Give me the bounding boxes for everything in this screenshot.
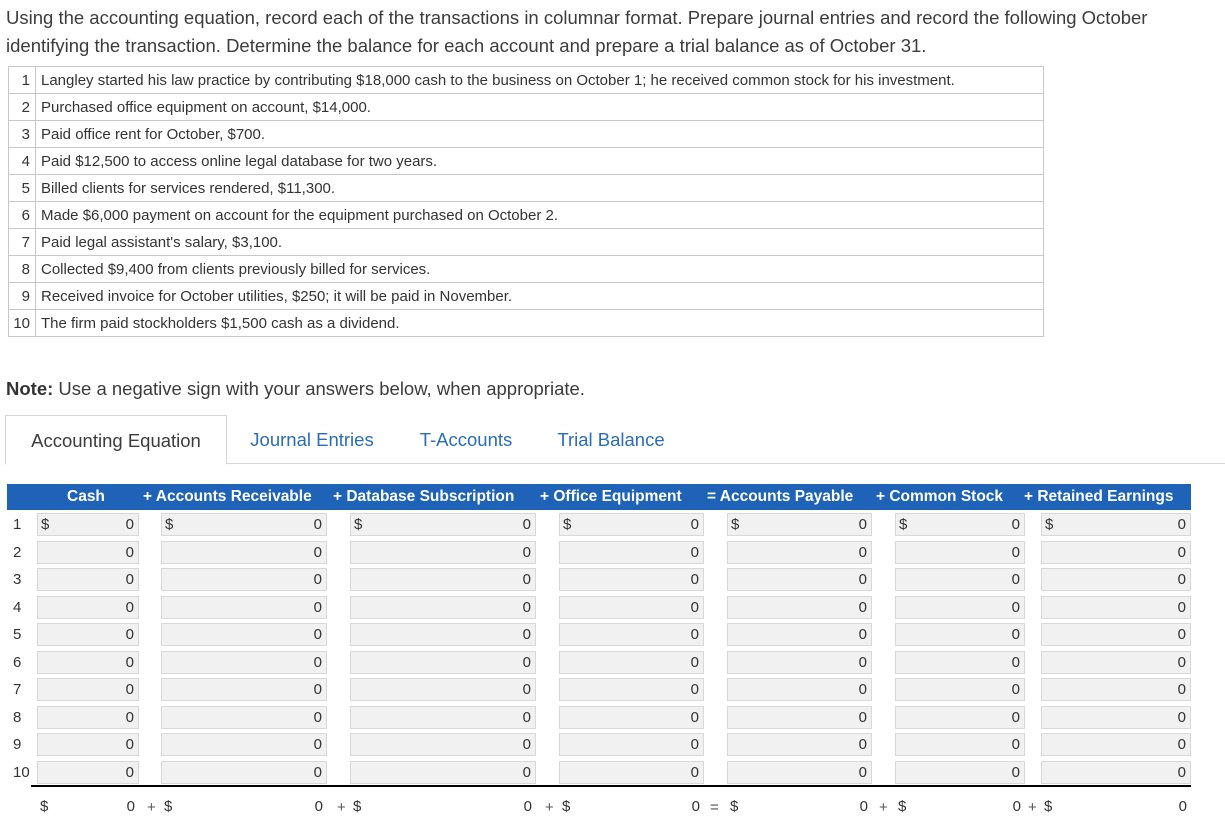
common-stock-input[interactable] bbox=[895, 651, 1025, 674]
transaction-text: Paid legal assistant's salary, $3,100. bbox=[36, 229, 1044, 256]
retained-earnings-value: 0 bbox=[1177, 708, 1186, 726]
accounts-payable-value: 0 bbox=[858, 626, 867, 643]
currency-symbol: $ bbox=[562, 798, 571, 815]
transaction-number: 7 bbox=[9, 229, 36, 256]
retained-earnings-total bbox=[1041, 796, 1191, 819]
totals-row bbox=[7, 794, 1191, 821]
office-equipment-value: 0 bbox=[690, 763, 699, 781]
accounts-payable-value: 0 bbox=[858, 543, 867, 561]
cash-input[interactable] bbox=[37, 733, 139, 756]
retained-earnings-value: 0 bbox=[1178, 798, 1187, 815]
common-stock-value: 0 bbox=[1011, 571, 1020, 588]
common-stock-value: 0 bbox=[1011, 736, 1020, 753]
equation-row bbox=[7, 539, 1191, 566]
accounts-receivable-input[interactable] bbox=[161, 651, 327, 674]
cash-input[interactable] bbox=[37, 568, 139, 591]
cash-input[interactable] bbox=[37, 541, 139, 564]
operator-sign: + bbox=[545, 799, 554, 816]
office-equipment-input[interactable] bbox=[559, 733, 704, 756]
row-number: 5 bbox=[13, 626, 22, 643]
currency-symbol: $ bbox=[563, 516, 572, 533]
operator-sign: + bbox=[147, 799, 156, 816]
transaction-row bbox=[9, 229, 1044, 256]
instructions bbox=[6, 4, 1225, 60]
office-equipment-value: 0 bbox=[691, 798, 700, 815]
database-subscription-value: 0 bbox=[522, 598, 531, 616]
retained-earnings-input[interactable] bbox=[1041, 761, 1191, 784]
cash-input[interactable] bbox=[37, 596, 139, 619]
accounts-payable-value: 0 bbox=[859, 798, 868, 815]
transaction-number: 3 bbox=[9, 121, 36, 148]
row-number: 6 bbox=[13, 653, 22, 671]
accounts-payable-value: 0 bbox=[858, 571, 867, 588]
row-number: 9 bbox=[13, 736, 22, 753]
common-stock-value: 0 bbox=[1011, 543, 1020, 561]
common-stock-input[interactable] bbox=[895, 706, 1025, 729]
office-equipment-input[interactable] bbox=[559, 513, 704, 536]
transaction-row bbox=[9, 67, 1044, 94]
instructions-line-2: identifying the transaction. Determine the balance for each account and prepare a trial balance as of October 31. bbox=[6, 35, 927, 56]
transaction-row bbox=[9, 283, 1044, 310]
transaction-number: 2 bbox=[9, 94, 36, 121]
accounts-receivable-input[interactable] bbox=[161, 596, 327, 619]
accounts-receivable-input[interactable] bbox=[161, 706, 327, 729]
database-subscription-value: 0 bbox=[522, 543, 531, 561]
accounts-payable-value: 0 bbox=[858, 653, 867, 671]
office-equipment-total bbox=[559, 796, 704, 819]
accounts-payable-input[interactable] bbox=[727, 623, 872, 646]
accounts-payable-input[interactable] bbox=[727, 761, 872, 784]
office-equipment-value: 0 bbox=[690, 543, 699, 561]
common-stock-value: 0 bbox=[1011, 598, 1020, 616]
tab-bar bbox=[5, 415, 1225, 464]
header-accounts-payable: = Accounts Payable bbox=[707, 488, 854, 505]
accounts-receivable-value: 0 bbox=[313, 763, 322, 781]
database-subscription-input[interactable] bbox=[350, 651, 536, 674]
accounts-payable-value: 0 bbox=[858, 736, 867, 753]
retained-earnings-input[interactable] bbox=[1041, 651, 1191, 674]
accounts-receivable-input[interactable] bbox=[161, 678, 327, 701]
cash-total bbox=[37, 796, 139, 819]
office-equipment-input[interactable] bbox=[559, 541, 704, 564]
header-retained-earnings: + Retained Earnings bbox=[1024, 488, 1174, 505]
accounts-receivable-input[interactable] bbox=[161, 623, 327, 646]
retained-earnings-value: 0 bbox=[1177, 763, 1186, 781]
accounts-payable-input[interactable] bbox=[727, 568, 872, 591]
accounts-payable-value: 0 bbox=[858, 708, 867, 726]
operator-sign: = bbox=[710, 799, 719, 816]
equation-header bbox=[7, 484, 1191, 510]
cash-value: 0 bbox=[125, 653, 134, 671]
database-subscription-input[interactable] bbox=[350, 706, 536, 729]
office-equipment-input[interactable] bbox=[559, 761, 704, 784]
transaction-row bbox=[9, 256, 1044, 283]
retained-earnings-input[interactable] bbox=[1041, 733, 1191, 756]
accounts-payable-input[interactable] bbox=[727, 706, 872, 729]
accounts-payable-input[interactable] bbox=[727, 596, 872, 619]
retained-earnings-input[interactable] bbox=[1041, 513, 1191, 536]
row-number: 1 bbox=[13, 516, 22, 533]
cash-value: 0 bbox=[125, 626, 134, 643]
common-stock-value: 0 bbox=[1011, 653, 1020, 671]
accounts-receivable-value: 0 bbox=[313, 516, 322, 533]
office-equipment-input[interactable] bbox=[559, 596, 704, 619]
accounts-payable-input[interactable] bbox=[727, 651, 872, 674]
currency-symbol: $ bbox=[731, 516, 740, 533]
accounts-payable-input[interactable] bbox=[727, 513, 872, 536]
accounting-equation-grid bbox=[7, 484, 1191, 814]
accounts-payable-input[interactable] bbox=[727, 733, 872, 756]
transaction-text: Purchased office equipment on account, $14,000. bbox=[36, 94, 1044, 121]
transaction-number: 4 bbox=[9, 148, 36, 175]
retained-earnings-input[interactable] bbox=[1041, 623, 1191, 646]
retained-earnings-value: 0 bbox=[1177, 653, 1186, 671]
cash-value: 0 bbox=[125, 598, 134, 616]
row-number: 4 bbox=[13, 598, 22, 616]
database-subscription-input[interactable] bbox=[350, 568, 536, 591]
row-number: 3 bbox=[13, 571, 22, 588]
accounts-receivable-value: 0 bbox=[314, 798, 323, 815]
note bbox=[6, 378, 585, 400]
retained-earnings-input[interactable] bbox=[1041, 706, 1191, 729]
common-stock-input[interactable] bbox=[895, 568, 1025, 591]
common-stock-input[interactable] bbox=[895, 761, 1025, 784]
currency-symbol: $ bbox=[730, 798, 739, 815]
accounts-payable-total bbox=[727, 796, 872, 819]
transaction-text: Collected $9,400 from clients previously billed for services. bbox=[36, 256, 1044, 283]
currency-symbol: $ bbox=[41, 516, 50, 533]
database-subscription-input[interactable] bbox=[350, 541, 536, 564]
common-stock-value: 0 bbox=[1011, 763, 1020, 781]
transaction-text: The firm paid stockholders $1,500 cash as a dividend. bbox=[36, 310, 1044, 337]
transaction-text: Paid office rent for October, $700. bbox=[36, 121, 1044, 148]
office-equipment-value: 0 bbox=[690, 681, 699, 698]
cash-value: 0 bbox=[125, 763, 134, 781]
common-stock-input[interactable] bbox=[895, 596, 1025, 619]
common-stock-input[interactable] bbox=[895, 623, 1025, 646]
totals-rule bbox=[31, 785, 1191, 787]
operator-sign: + bbox=[337, 799, 346, 816]
accounts-payable-input[interactable] bbox=[727, 541, 872, 564]
retained-earnings-value: 0 bbox=[1177, 681, 1186, 698]
equation-row bbox=[7, 594, 1191, 621]
transaction-row bbox=[9, 94, 1044, 121]
accounts-receivable-value: 0 bbox=[313, 681, 322, 698]
accounts-receivable-input[interactable] bbox=[161, 513, 327, 536]
row-number: 7 bbox=[13, 681, 22, 698]
transaction-text: Langley started his law practice by contributing $18,000 cash to the business on October 1; he received common stock for his investment. bbox=[36, 67, 1044, 94]
office-equipment-input[interactable] bbox=[559, 706, 704, 729]
transaction-number: 1 bbox=[9, 67, 36, 94]
row-number: 2 bbox=[13, 543, 22, 561]
accounts-receivable-value: 0 bbox=[313, 653, 322, 671]
office-equipment-input[interactable] bbox=[559, 651, 704, 674]
note-label: Note: bbox=[6, 378, 54, 399]
retained-earnings-value: 0 bbox=[1177, 543, 1186, 561]
accounts-receivable-value: 0 bbox=[313, 543, 322, 561]
office-equipment-value: 0 bbox=[690, 571, 699, 588]
equation-row bbox=[7, 759, 1191, 786]
accounts-payable-value: 0 bbox=[858, 598, 867, 616]
office-equipment-value: 0 bbox=[690, 653, 699, 671]
equation-row bbox=[7, 649, 1191, 676]
accounts-receivable-value: 0 bbox=[313, 708, 322, 726]
database-subscription-input[interactable] bbox=[350, 733, 536, 756]
office-equipment-value: 0 bbox=[690, 598, 699, 616]
accounts-receivable-value: 0 bbox=[313, 571, 322, 588]
cash-input[interactable] bbox=[37, 513, 139, 536]
transaction-number: 10 bbox=[9, 310, 36, 337]
retained-earnings-value: 0 bbox=[1177, 571, 1186, 588]
currency-symbol: $ bbox=[353, 798, 362, 815]
currency-symbol: $ bbox=[898, 798, 907, 815]
header-common-stock: + Common Stock bbox=[876, 488, 1004, 505]
office-equipment-input[interactable] bbox=[559, 568, 704, 591]
database-subscription-input[interactable] bbox=[350, 513, 536, 536]
transaction-row bbox=[9, 310, 1044, 337]
common-stock-value: 0 bbox=[1011, 681, 1020, 698]
transaction-number: 6 bbox=[9, 202, 36, 229]
common-stock-input[interactable] bbox=[895, 733, 1025, 756]
tab-t-accounts[interactable]: T-Accounts bbox=[419, 429, 513, 450]
accounts-receivable-total bbox=[161, 796, 327, 819]
transaction-number: 8 bbox=[9, 256, 36, 283]
common-stock-input[interactable] bbox=[895, 541, 1025, 564]
operator-sign: + bbox=[1028, 799, 1037, 816]
retained-earnings-input[interactable] bbox=[1041, 568, 1191, 591]
equation-row bbox=[7, 704, 1191, 731]
database-subscription-value: 0 bbox=[522, 708, 531, 726]
equation-row bbox=[7, 511, 1191, 538]
common-stock-value: 0 bbox=[1011, 516, 1020, 533]
database-subscription-input[interactable] bbox=[350, 761, 536, 784]
database-subscription-input[interactable] bbox=[350, 623, 536, 646]
common-stock-value: 0 bbox=[1011, 708, 1020, 726]
accounts-receivable-input[interactable] bbox=[161, 761, 327, 784]
common-stock-input[interactable] bbox=[895, 513, 1025, 536]
currency-symbol: $ bbox=[164, 798, 173, 815]
currency-symbol: $ bbox=[165, 516, 174, 533]
tab-accounting-equation[interactable]: Accounting Equation bbox=[5, 415, 227, 465]
office-equipment-value: 0 bbox=[690, 736, 699, 753]
transaction-number: 5 bbox=[9, 175, 36, 202]
database-subscription-input[interactable] bbox=[350, 678, 536, 701]
transaction-row bbox=[9, 202, 1044, 229]
accounts-receivable-value: 0 bbox=[313, 626, 322, 643]
retained-earnings-input[interactable] bbox=[1041, 541, 1191, 564]
row-number: 8 bbox=[13, 708, 22, 726]
transaction-row bbox=[9, 121, 1044, 148]
equation-row bbox=[7, 676, 1191, 703]
cash-value: 0 bbox=[125, 736, 134, 753]
currency-symbol: $ bbox=[899, 516, 908, 533]
tab-trial-balance[interactable]: Trial Balance bbox=[557, 429, 665, 450]
header-office-equipment: + Office Equipment bbox=[540, 488, 682, 505]
row-number: 10 bbox=[13, 763, 30, 781]
database-subscription-value: 0 bbox=[522, 736, 531, 753]
common-stock-total bbox=[895, 796, 1025, 819]
database-subscription-value: 0 bbox=[523, 798, 532, 815]
accounts-receivable-input[interactable] bbox=[161, 541, 327, 564]
accounts-payable-value: 0 bbox=[858, 516, 867, 533]
operator-sign: + bbox=[879, 799, 888, 816]
accounts-receivable-input[interactable] bbox=[161, 733, 327, 756]
transaction-number: 9 bbox=[9, 283, 36, 310]
equation-row bbox=[7, 621, 1191, 648]
header-cash: Cash bbox=[67, 488, 105, 505]
common-stock-value: 0 bbox=[1011, 626, 1020, 643]
cash-value: 0 bbox=[125, 708, 134, 726]
retained-earnings-input[interactable] bbox=[1041, 596, 1191, 619]
database-subscription-value: 0 bbox=[522, 626, 531, 643]
accounts-receivable-value: 0 bbox=[313, 736, 322, 753]
accounts-payable-value: 0 bbox=[858, 763, 867, 781]
currency-symbol: $ bbox=[1045, 516, 1054, 533]
equation-row bbox=[7, 731, 1191, 758]
common-stock-value: 0 bbox=[1012, 798, 1021, 815]
cash-value: 0 bbox=[126, 798, 135, 815]
transaction-row bbox=[9, 148, 1044, 175]
cash-input[interactable] bbox=[37, 706, 139, 729]
database-subscription-input[interactable] bbox=[350, 596, 536, 619]
database-subscription-value: 0 bbox=[522, 681, 531, 698]
transaction-text: Billed clients for services rendered, $11,300. bbox=[36, 175, 1044, 202]
accounts-payable-value: 0 bbox=[858, 681, 867, 698]
retained-earnings-value: 0 bbox=[1177, 736, 1186, 753]
cash-value: 0 bbox=[125, 681, 134, 698]
note-text: Use a negative sign with your answers below, when appropriate. bbox=[53, 378, 585, 399]
cash-value: 0 bbox=[125, 543, 134, 561]
header-accounts-receivable: + Accounts Receivable bbox=[143, 488, 312, 505]
transaction-row bbox=[9, 175, 1044, 202]
currency-symbol: $ bbox=[354, 516, 363, 533]
transaction-text: Paid $12,500 to access online legal database for two years. bbox=[36, 148, 1044, 175]
currency-symbol: $ bbox=[1044, 798, 1053, 815]
header-database-subscription: + Database Subscription bbox=[333, 488, 515, 505]
tab-journal-entries[interactable]: Journal Entries bbox=[250, 429, 374, 450]
transaction-text: Made $6,000 payment on account for the equipment purchased on October 2. bbox=[36, 202, 1044, 229]
retained-earnings-value: 0 bbox=[1177, 516, 1186, 533]
cash-value: 0 bbox=[125, 516, 134, 533]
database-subscription-total bbox=[350, 796, 536, 819]
retained-earnings-input[interactable] bbox=[1041, 678, 1191, 701]
cash-input[interactable] bbox=[37, 623, 139, 646]
cash-input[interactable] bbox=[37, 651, 139, 674]
cash-value: 0 bbox=[125, 571, 134, 588]
accounts-receivable-value: 0 bbox=[313, 598, 322, 616]
database-subscription-value: 0 bbox=[522, 653, 531, 671]
office-equipment-input[interactable] bbox=[559, 623, 704, 646]
currency-symbol: $ bbox=[40, 798, 49, 815]
database-subscription-value: 0 bbox=[522, 763, 531, 781]
office-equipment-input[interactable] bbox=[559, 678, 704, 701]
retained-earnings-value: 0 bbox=[1177, 626, 1186, 643]
accounts-receivable-input[interactable] bbox=[161, 568, 327, 591]
accounts-payable-input[interactable] bbox=[727, 678, 872, 701]
equation-row bbox=[7, 566, 1191, 593]
office-equipment-value: 0 bbox=[690, 708, 699, 726]
cash-input[interactable] bbox=[37, 678, 139, 701]
database-subscription-value: 0 bbox=[522, 516, 531, 533]
common-stock-input[interactable] bbox=[895, 678, 1025, 701]
cash-input[interactable] bbox=[37, 761, 139, 784]
database-subscription-value: 0 bbox=[522, 571, 531, 588]
transactions-table bbox=[8, 66, 1044, 337]
retained-earnings-value: 0 bbox=[1177, 598, 1186, 616]
office-equipment-value: 0 bbox=[690, 516, 699, 533]
transaction-text: Received invoice for October utilities, $250; it will be paid in November. bbox=[36, 283, 1044, 310]
instructions-line-1: Using the accounting equation, record each of the transactions in columnar format. Prepare journal entries and record the following October bbox=[6, 7, 1148, 28]
office-equipment-value: 0 bbox=[690, 626, 699, 643]
